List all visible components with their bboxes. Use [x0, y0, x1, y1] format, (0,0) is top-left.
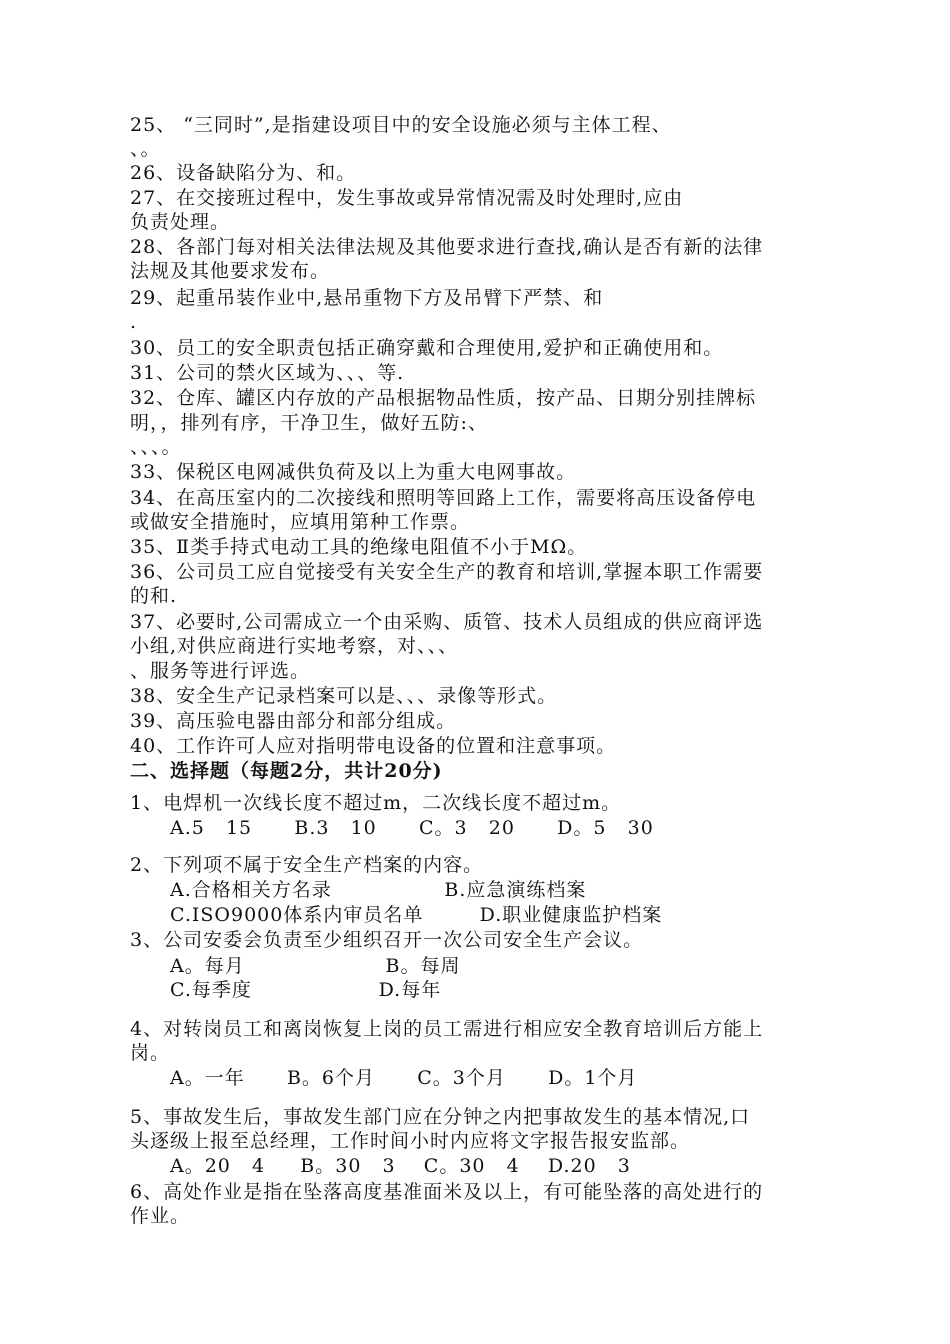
question-33: 33、保税区电网减供负荷及以上为重大电网事故。: [130, 461, 577, 483]
question-29-line-1: 29、起重吊装作业中,悬吊重物下方及吊臂下严禁、和: [130, 287, 604, 309]
section-heading: 二、选择题（每题2分，共计20分): [130, 760, 443, 782]
question-30: 30、员工的安全职责包括正确穿戴和合理使用,爱护和正确使用和。: [130, 337, 724, 359]
choice-question-5-line-2: 头逐级上报至总经理，工作时间小时内应将文字报告报安监部。: [130, 1130, 691, 1152]
choice-question-2-options-ab: A.合格相关方名录 B.应急演练档案: [170, 879, 587, 901]
question-34-line-2: 或做安全措施时，应填用第种工作票。: [130, 511, 471, 533]
question-28-line-2: 法规及其他要求发布。: [130, 260, 331, 282]
question-37-line-1: 37、必要时,公司需成立一个由采购、质管、技术人员组成的供应商评选: [130, 611, 764, 633]
question-25-line-2: 、。: [130, 138, 161, 160]
question-32-line-3: 、、、。: [130, 436, 182, 458]
question-31: 31、公司的禁火区域为、、、等.: [130, 362, 405, 384]
choice-question-3: 3、公司安委会负责至少组织召开一次公司安全生产会议。: [130, 929, 644, 951]
question-36-line-2: 的和.: [130, 585, 178, 607]
question-36-line-1: 36、公司员工应自觉接受有关安全生产的教育和培训,掌握本职工作需要: [130, 561, 764, 583]
question-29-line-2: .: [130, 311, 138, 333]
choice-question-3-options-cd: C.每季度 D.每年: [170, 979, 442, 1001]
choice-question-5-line-1: 5、事故发生后，事故发生部门应在分钟之内把事故发生的基本情况,口: [130, 1106, 751, 1128]
choice-question-4-options: A。一年 B。6个月 C。3个月 D。1个月: [170, 1067, 638, 1089]
question-37-line-2: 小组,对供应商进行实地考察，对、、、: [130, 635, 459, 657]
question-32-line-2: 明，，排列有序，干净卫生，做好五防:、: [130, 412, 488, 434]
question-34-line-1: 34、在高压室内的二次接线和照明等回路上工作，需要将高压设备停电: [130, 487, 757, 509]
question-27-line-1: 27、在交接班过程中，发生事故或异常情况需及时处理时,应由: [130, 187, 684, 209]
question-32-line-1: 32、仓库、罐区内存放的产品根据物品性质，按产品、日期分别挂牌标: [130, 387, 757, 409]
choice-question-5-options: A。20 4 B。30 3 C。30 4 D.20 3: [170, 1155, 631, 1177]
question-26: 26、设备缺陷分为、和。: [130, 162, 357, 184]
choice-question-6-line-1: 6、高处作业是指在坠落高度基准面米及以上，有可能坠落的高处进行的: [130, 1181, 764, 1203]
choice-question-2: 2、下列项不属于安全生产档案的内容。: [130, 854, 484, 876]
question-35: 35、Ⅱ类手持式电动工具的绝缘电阻值不小于MΩ。: [130, 536, 588, 558]
choice-question-1-options: A.5 15 B.3 10 C。3 20 D。5 30: [170, 817, 654, 839]
question-38: 38、安全生产记录档案可以是、、、录像等形式。: [130, 685, 558, 707]
question-28-line-1: 28、各部门每对相关法律法规及其他要求进行查找,确认是否有新的法律: [130, 236, 764, 258]
choice-question-6-line-2: 作业。: [130, 1205, 191, 1227]
choice-question-1: 1、电焊机一次线长度不超过m，二次线长度不超过m。: [130, 792, 622, 814]
choice-question-2-options-cd: C.ISO9000体系内审员名单 D.职业健康监护档案: [170, 904, 663, 926]
question-27-line-2: 负责处理。: [130, 211, 231, 233]
question-39: 39、高压验电器由部分和部分组成。: [130, 710, 457, 732]
question-40: 40、工作许可人应对指明带电设备的位置和注意事项。: [130, 735, 617, 757]
question-37-line-3: 、服务等进行评选。: [130, 660, 311, 682]
choice-question-4-line-1: 4、对转岗员工和离岗恢复上岗的员工需进行相应安全教育培训后方能上: [130, 1018, 764, 1040]
question-25-line-1: 25、 “三同时”,是指建设项目中的安全设施必须与主体工程、: [130, 114, 672, 136]
choice-question-4-line-2: 岗。: [130, 1042, 171, 1064]
choice-question-3-options-ab: A。每月 B。每周: [170, 955, 461, 977]
